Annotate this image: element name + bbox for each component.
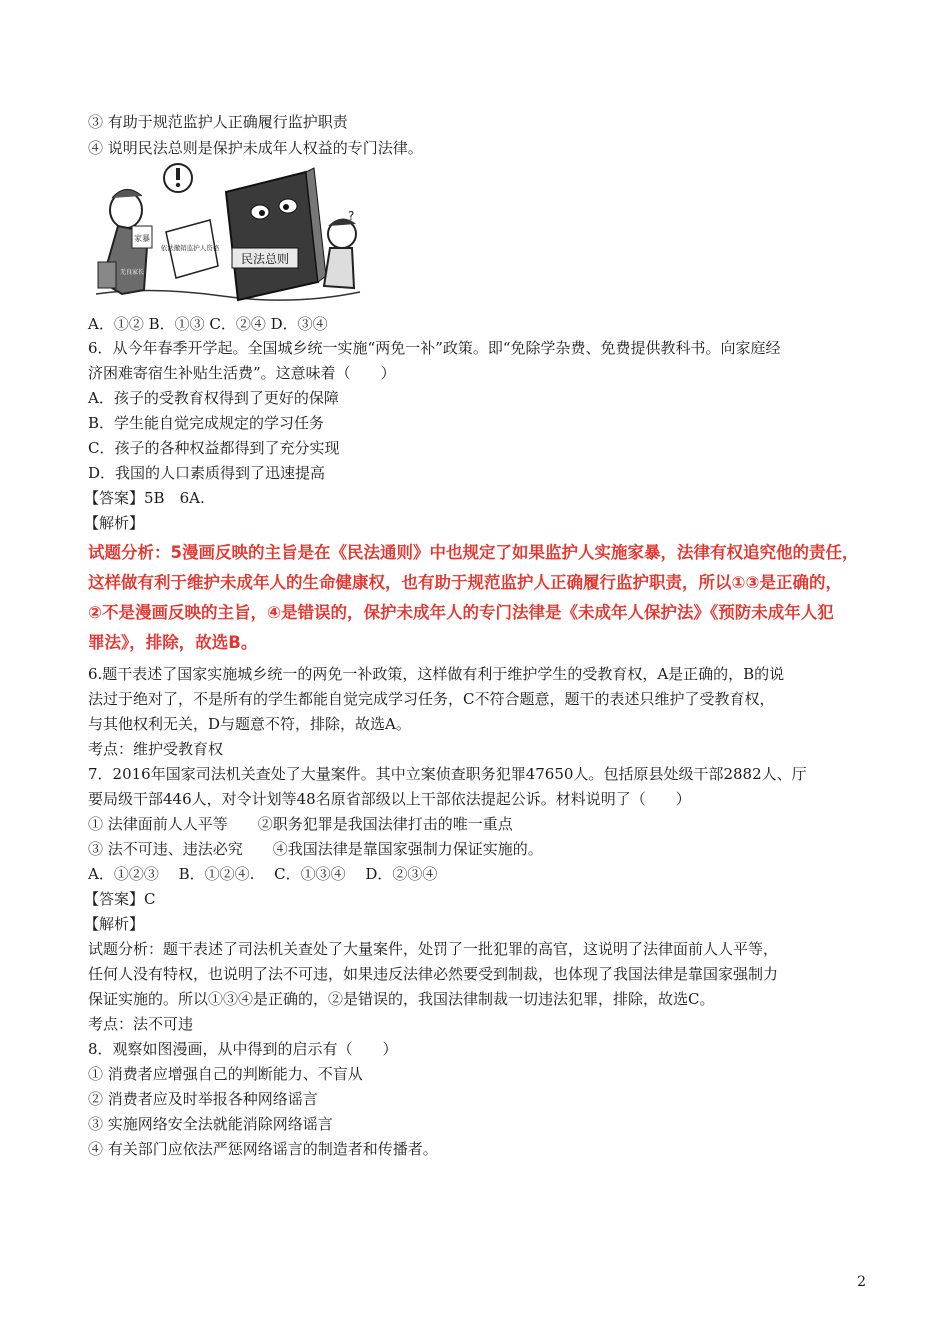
q6-stem-line1: 6．从今年春季开学起。全国城乡统一实施“两免一补”政策。即“免除学杂费、免费提供教科书。向家庭经 [88, 339, 781, 357]
q7-stem-line1: 7．2016年国家司法机关查处了大量案件。其中立案侦查职务犯罪47650人。包括原县处级干部2882人、厅 [88, 765, 807, 783]
q6-option-a: A．孩子的受教育权得到了更好的保障 [88, 389, 339, 407]
q7-analysis-line2: 任何人没有特权，也说明了法不可违，如果违反法律必然要受到制裁，也体现了我国法律是靠国家强制力 [88, 965, 779, 983]
q5-option-4: ④ 说明民法总则是保护未成年人权益的专门法律。 [88, 139, 423, 157]
q7-kaodian: 考点：法不可违 [88, 1015, 194, 1033]
q8-stem: 8．观察如图漫画，从中得到的启示有（ ） [88, 1040, 398, 1058]
analysis-red-line2: 这样做有利于维护未成年人的生命健康权，也有助于规范监护人正确履行监护职责，所以①③是正确的， [88, 573, 842, 592]
analysis-red-line1: 试题分析：5漫画反映的主旨是在《民法通则》中也规定了如果监护人实施家暴，法律有权追究他的责任， [88, 543, 859, 562]
analysis-6-line1: 6.题干表述了国家实施城乡统一的两免一补政策，这样做有利于维护学生的受教育权，A是正确的，B的说 [88, 665, 785, 683]
q5-choices: A．①② B．①③ C．②④ D．③④ [88, 315, 328, 333]
analysis-label-5-6: 【解析】 [84, 514, 145, 532]
paper-text: 依法撤销监护人资格 [160, 244, 220, 252]
book-title-text: 民法总则 [240, 252, 290, 266]
cartoon-illustration [92, 162, 364, 304]
analysis-6-line2: 法过于绝对了，不是所有的学生都能自觉完成学习任务，C不符合题意，题干的表述只维护了受教育权， [88, 690, 775, 708]
analysis-red-line3: ②不是漫画反映的主旨，④是错误的，保护未成年人的专门法律是《未成年人保护法》《预防未成年人犯 [88, 603, 834, 622]
q7-answer: 【答案】C [84, 890, 156, 908]
q6-stem-line2: 济困难寄宿生补贴生活费”。这意味着（ ） [88, 364, 396, 382]
q7-options-3-4: ③ 法不可违、违法必究 ④我国法律是靠国家强制力保证实施的。 [88, 840, 543, 858]
q8-option-2: ② 消费者应及时举报各种网络谣言 [88, 1090, 318, 1108]
q6-option-b: B．学生能自觉完成规定的学习任务 [88, 414, 325, 432]
q7-choices: A．①②③ B．①②④. C．①③④ D．②③④ [88, 865, 438, 883]
svg-text:?: ? [348, 209, 355, 223]
q7-analysis-line1: 试题分析：题干表述了司法机关查处了大量案件，处罚了一批犯罪的高官，这说明了法律面前人人平等， [88, 940, 779, 958]
q7-analysis-line3: 保证实施的。所以①③④是正确的，②是错误的，我国法律制裁一切违法犯罪，排除，故选C。 [88, 990, 715, 1008]
q6-option-c: C．孩子的各种权益都得到了充分实现 [88, 439, 340, 457]
man-tag2-text: 无良家长 [119, 269, 145, 276]
analysis-6-line3: 与其他权利无关，D与题意不符，排除，故选A。 [88, 715, 411, 733]
analysis-red-line4: 罪法》，排除，故选B。 [88, 633, 258, 652]
page-number: 2 [857, 1274, 866, 1290]
answer-5-6: 【答案】5B 6A. [84, 489, 205, 507]
q8-option-3: ③ 实施网络安全法就能消除网络谣言 [88, 1115, 333, 1133]
q7-stem-line2: 要局级干部446人，对令计划等48名原省部级以上干部依法提起公诉。材料说明了（ ） [88, 790, 691, 808]
q7-analysis-label: 【解析】 [84, 915, 145, 933]
q8-option-4: ④ 有关部门应依法严惩网络谣言的制造者和传播者。 [88, 1140, 438, 1158]
q6-option-d: D．我国的人口素质得到了迅速提高 [88, 464, 326, 482]
q7-options-1-2: ① 法律面前人人平等 ②职务犯罪是我国法律打击的唯一重点 [88, 815, 513, 833]
man-tag-text: 家暴 [134, 234, 150, 243]
q8-option-1: ① 消费者应增强自己的判断能力、不盲从 [88, 1065, 363, 1083]
kaodian-5-6: 考点：维护受教育权 [88, 740, 224, 758]
q5-option-3: ③ 有助于规范监护人正确履行监护职责 [88, 113, 348, 131]
